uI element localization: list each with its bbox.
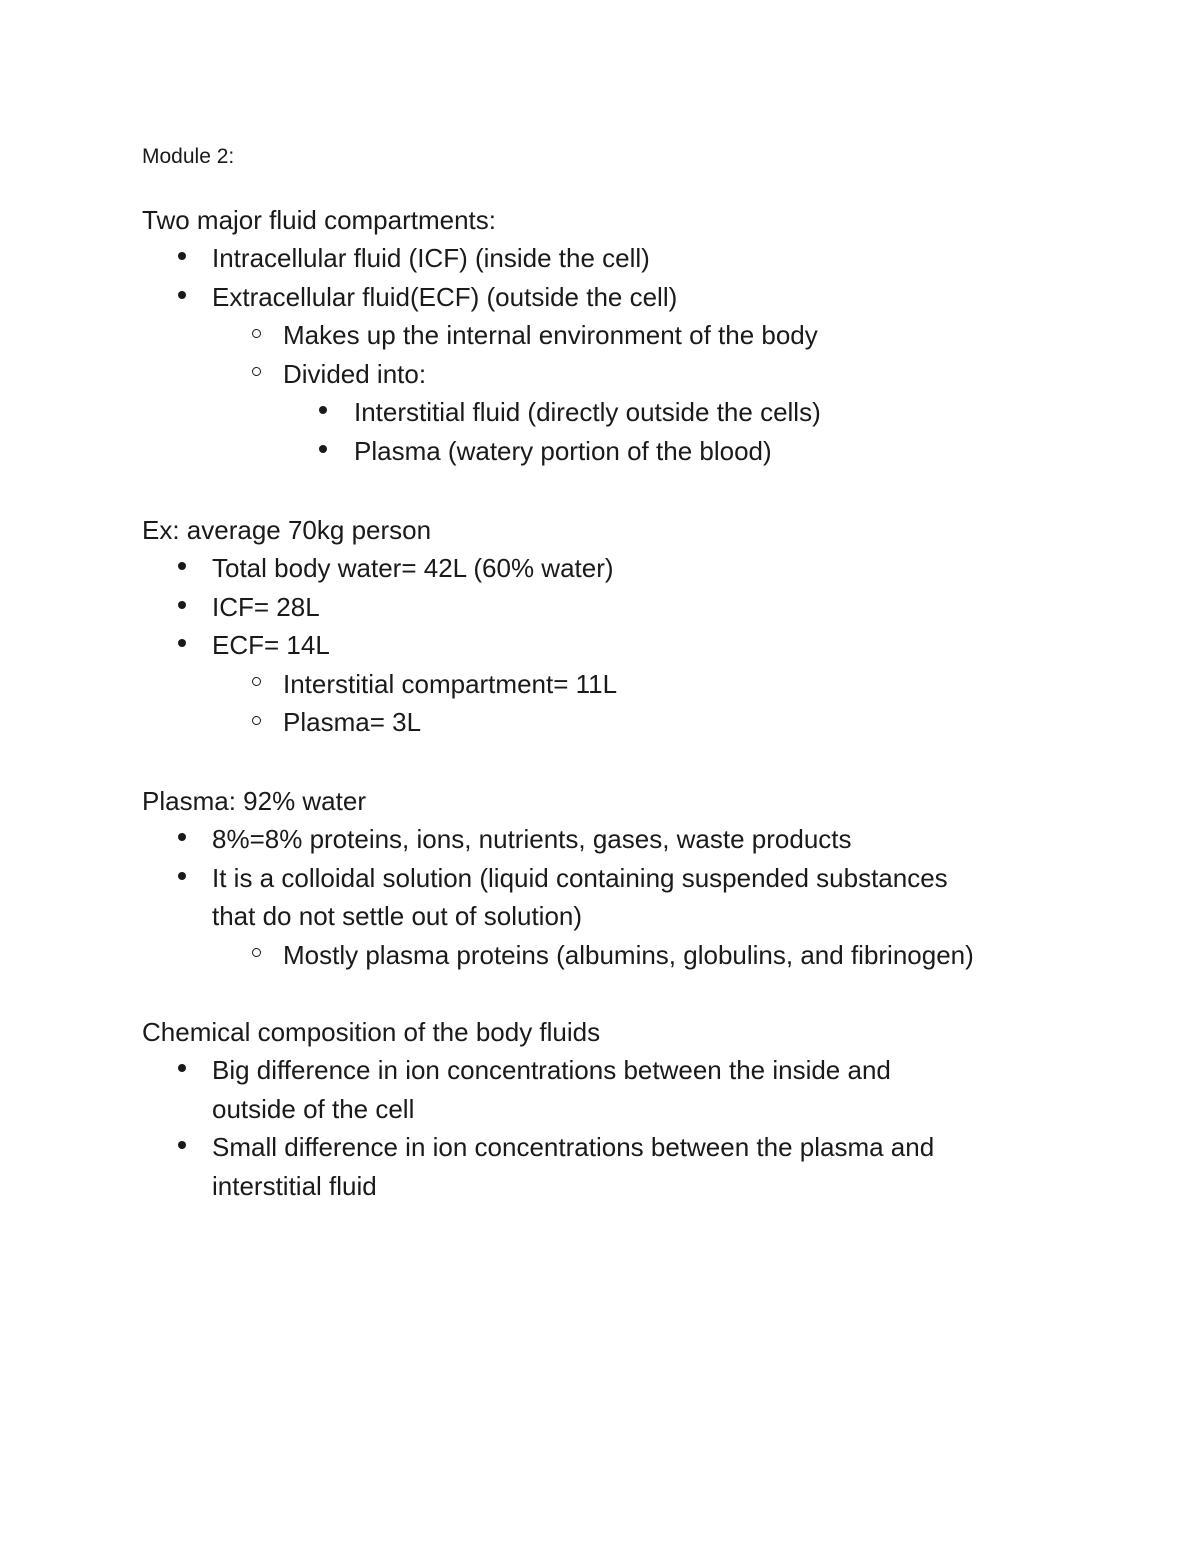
section-heading: Ex: average 70kg person bbox=[142, 515, 432, 545]
list-item-text: It is a colloidal solution (liquid containing suspended substances bbox=[212, 862, 948, 893]
list-item bbox=[142, 355, 1082, 394]
hollow-circle-bullet-icon bbox=[248, 316, 264, 355]
list-item-text: Mostly plasma proteins (albumins, globulins, and fibrinogen) bbox=[283, 939, 974, 970]
list-item bbox=[142, 432, 1082, 471]
list-item-text-continued: outside of the cell bbox=[212, 1093, 415, 1124]
list-item bbox=[142, 859, 1082, 936]
section-heading: Two major fluid compartments: bbox=[142, 205, 497, 235]
list-item-text: Makes up the internal environment of the body bbox=[283, 320, 818, 350]
list-item-text: Interstitial fluid (directly outside the cells) bbox=[354, 397, 821, 427]
list-item-text: Extracellular fluid(ECF) (outside the cell) bbox=[212, 281, 678, 312]
list-item bbox=[142, 239, 1082, 278]
hollow-circle-bullet-icon bbox=[248, 665, 264, 704]
section-plasma bbox=[142, 782, 1082, 974]
list-item-text: Divided into: bbox=[283, 358, 427, 389]
list-item bbox=[142, 549, 1082, 588]
filled-dot-bullet-icon bbox=[174, 549, 190, 588]
list-item-text: Interstitial compartment= 11L bbox=[283, 668, 618, 699]
filled-dot-bullet-icon bbox=[315, 432, 331, 471]
list-item-text: Intracellular fluid (ICF) (inside the cell) bbox=[212, 243, 650, 273]
list-item bbox=[142, 626, 1082, 665]
list-item bbox=[142, 1051, 1082, 1128]
list-item-text: Total body water= 42L (60% water) bbox=[212, 553, 614, 583]
filled-dot-bullet-icon bbox=[174, 1051, 190, 1090]
list-item bbox=[142, 1128, 1082, 1205]
list-item bbox=[142, 278, 1082, 317]
list-item bbox=[142, 820, 1082, 859]
list-item bbox=[142, 936, 1082, 975]
list-item-text: 8%=8% proteins, ions, nutrients, gases, waste products bbox=[212, 824, 852, 854]
list-item-text: Plasma (watery portion of the blood) bbox=[354, 435, 772, 466]
filled-dot-bullet-icon bbox=[174, 588, 190, 627]
filled-dot-bullet-icon bbox=[315, 393, 331, 432]
filled-dot-bullet-icon bbox=[174, 626, 190, 665]
list-item bbox=[142, 665, 1082, 704]
section-fluid-compartments bbox=[142, 201, 1082, 470]
list-item-text-continued: interstitial fluid bbox=[212, 1170, 377, 1201]
list-item bbox=[142, 316, 1082, 355]
list-item-text: ICF= 28L bbox=[212, 591, 320, 622]
filled-dot-bullet-icon bbox=[174, 1128, 190, 1167]
list-item-text-continued: that do not settle out of solution) bbox=[212, 901, 583, 931]
hollow-circle-bullet-icon bbox=[248, 355, 264, 394]
list-item-text: Big difference in ion concentrations between the inside and bbox=[212, 1055, 891, 1085]
section-example-person bbox=[142, 511, 1082, 742]
list-item bbox=[142, 703, 1082, 742]
list-item-text: Small difference in ion concentrations between the plasma and bbox=[212, 1132, 935, 1162]
filled-dot-bullet-icon bbox=[174, 278, 190, 317]
list-item-text: ECF= 14L bbox=[212, 630, 330, 660]
module-title: Module 2: bbox=[142, 145, 235, 168]
hollow-circle-bullet-icon bbox=[248, 936, 264, 975]
filled-dot-bullet-icon bbox=[174, 820, 190, 859]
hollow-circle-bullet-icon bbox=[248, 703, 264, 742]
filled-dot-bullet-icon bbox=[174, 859, 190, 898]
section-chemical-composition bbox=[142, 1013, 1082, 1205]
filled-dot-bullet-icon bbox=[174, 239, 190, 278]
list-item bbox=[142, 588, 1082, 627]
list-item-text: Plasma= 3L bbox=[283, 707, 422, 737]
list-item bbox=[142, 393, 1082, 432]
section-heading: Plasma: 92% water bbox=[142, 786, 366, 816]
section-heading: Chemical composition of the body fluids bbox=[142, 1017, 601, 1047]
